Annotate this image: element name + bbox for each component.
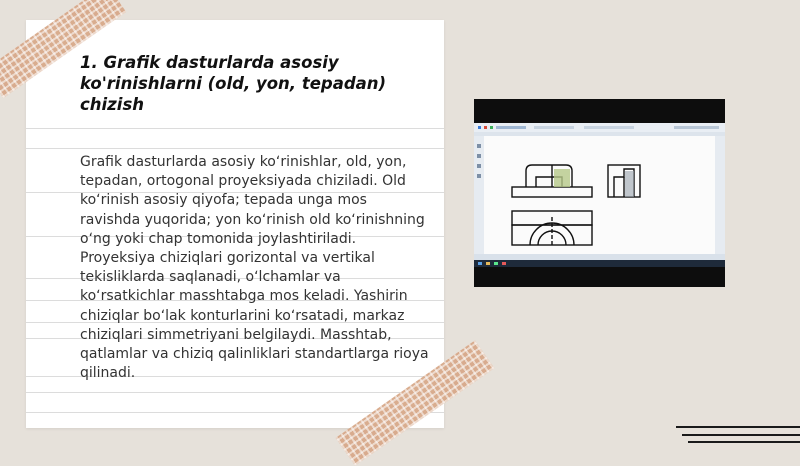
decorative-line-3 (688, 441, 800, 443)
cad-software-screenshot (474, 99, 725, 287)
slide-title: 1. Grafik dasturlarda asosiy ko'rinishlarni (old, yon, tepadan) chizish (80, 53, 387, 114)
decorative-line-2 (682, 434, 800, 436)
cad-drawing-image (474, 99, 725, 287)
decorative-line-1 (676, 426, 800, 428)
slide-body-text: Grafik dasturlarda asosiy koʻrinishlar, old, yon, tepadan, ortogonal proyeksiyada chiziladi. Old koʻrinish asosiy qiyofa; tepada unga mos ravishda yuqorida; yon koʻrinish old koʻrinishning oʻng yoki chap tomonida joylashtiriladi. Proyeksiya chiziqlari gorizontal va vertikal tekisliklarda saqlanadi, oʻlchamlar va koʻrsatkichlar masshtabga mos keladi. Yashirin chiziqlar boʻlak konturlarini koʻrsatadi, markaz chiziqlari simmetriyani belgilaydi. Masshtab, qatlamlar va chiziq qalinliklari standartlarga rioya qilinadi. (80, 154, 429, 382)
